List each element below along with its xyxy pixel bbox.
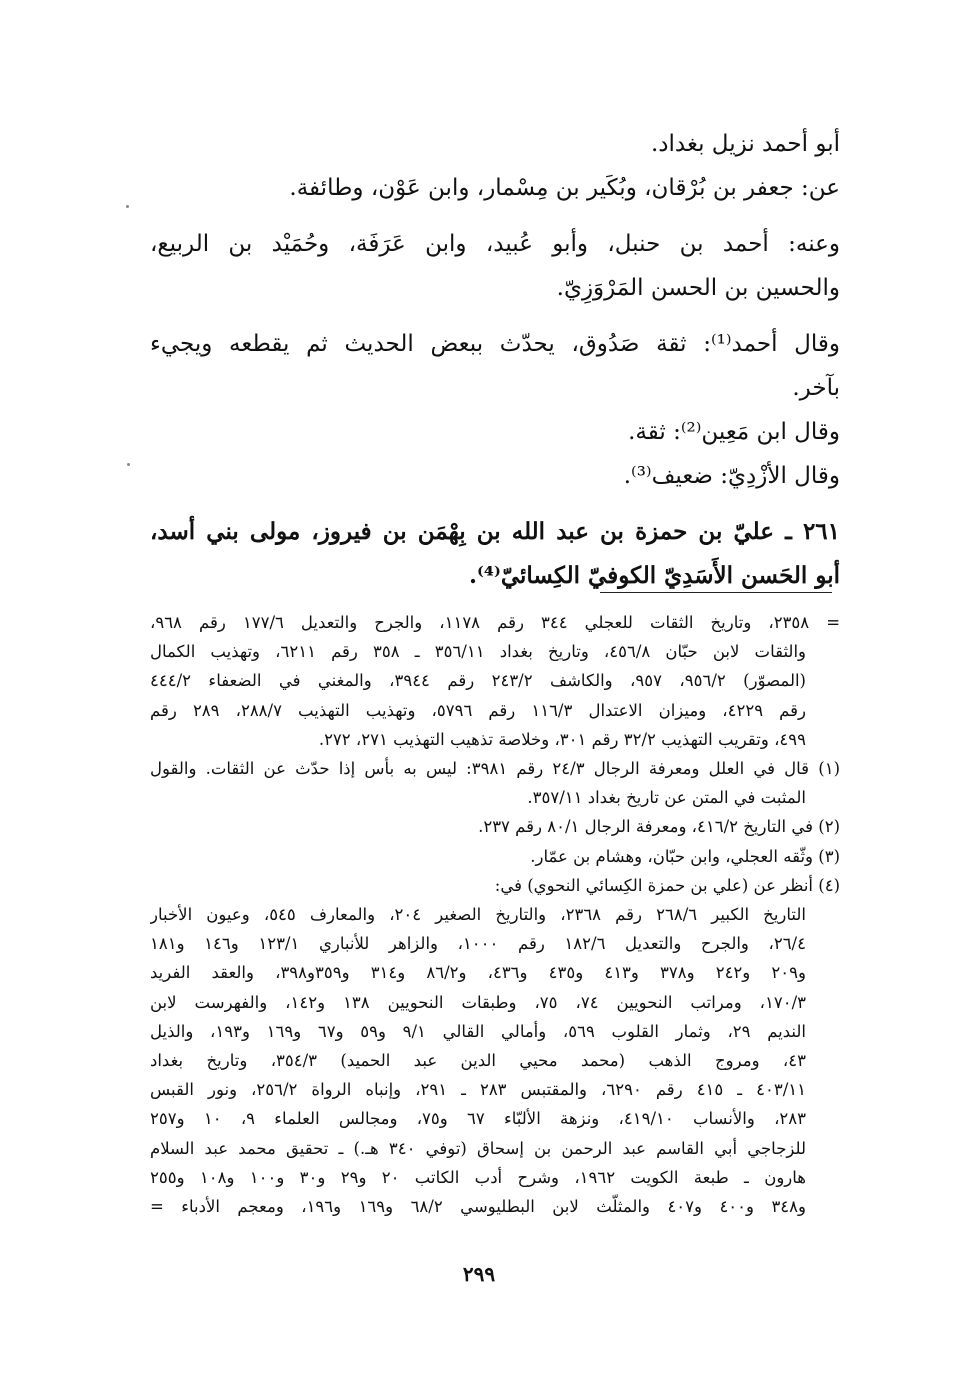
- footnote-line: للزجاجي أبي القاسم عبد الرحمن بن إسحاق (توفي ٣٤٠ هـ.) ـ تحقيق محمد عبد السلام: [150, 1138, 806, 1158]
- footnote-line: (١) قال في العلل ومعرفة الرجال ٢٤/٣ رقم ٣٩٨١: ليس به بأس إذا حدّث عن الثقات. والقول: [150, 759, 840, 779]
- footnote-line: (٢) في التاريخ ٤١٦/٢، ومعرفة الرجال ٨٠/١ رقم ٢٣٧.: [478, 817, 840, 837]
- text-line: وقال أحمد⁽¹⁾: ثقة صَدُوق، يحدّث ببعض الحديث ثم يقطعه ويجيء: [150, 331, 840, 357]
- footnote-line: المثبت في المتن عن تاريخ بغداد ٣٥٧/١١.: [527, 788, 806, 808]
- footnote-line: والثقات لابن حبّان ٤٥٦/٨، وتاريخ بغداد ٣٥٦/١١ ـ ٣٥٨ رقم ٦٢١١، وتهذيب الكمال: [150, 642, 806, 662]
- footnote-line: ٤٠٣/١١ ـ ٤١٥ رقم ٦٢٩٠، والمقتبس ٢٨٣ ـ ٢٩١، وإنباه الرواة ٢٥٦/٢، ونور القبس: [150, 1080, 807, 1100]
- text-line: عن: جعفر بن بُرْقان، وبُكَير بن مِسْمار، وابن عَوْن، وطائفة.: [289, 175, 840, 201]
- footnote-line: هارون ـ طبعة الكويت ١٩٦٢، وشرح أدب الكاتب ٢٠ و٢٩ و٣٠ و١٠٠ و١٠٨ و٢٥٥: [150, 1167, 806, 1187]
- footnote-line: (٤) أنظر عن (علي بن حمزة الكِسائي النحوي) في:: [494, 875, 840, 895]
- footnote-line: التاريخ الكبير ٢٦٨/٦ رقم ٢٣٦٨، والتاريخ الصغير ٢٠٤، والمعارف ٥٤٥، وعيون الأخبار: [150, 905, 807, 925]
- footnotes: [150, 608, 840, 1221]
- text-line: وعنه: أحمد بن حنبل، وأبو عُبيد، وابن عَرَفَة، وحُمَيْد بن الربيع،: [150, 231, 840, 257]
- entry-heading: أبو الحَسن الأَسَدِيّ الكوفيّ الكِسائيّ⁽⁴⁾.: [469, 562, 840, 589]
- footnote-line: (المصوّر) ٩٥٦/٢، ٩٥٧، والكاشف ٢٤٣/٢ رقم ٣٩٤٤، والمغني في الضعفاء ٤٤٤/٢: [150, 671, 806, 691]
- footnote-line: (٣) وثّقه العجلي، وابن حبّان، وهشام بن عمّار.: [530, 846, 840, 866]
- footnote-line: ٤٣، ومروج الذهب (محمد محيي الدين عبد الحميد) ٣٥٤/٣، وتاريخ بغداد: [150, 1051, 806, 1071]
- scan-speck: [126, 205, 129, 208]
- footnote-line: و٣٤٨ و٤٠٠ و٤٠٧ والمثلّث لابن البطليوسي ٦٨/٢ و١٦٩ و١٩٦، ومعجم الأدباء =: [150, 1197, 806, 1217]
- footnote-line: ٢٨٣، والأنساب ٤١٩/١٠، ونزهة الألبّاء ٦٧ و٧٥، ومجالس العلماء ٩، ١٠ و٢٥٧: [150, 1109, 807, 1129]
- scan-speck: [127, 463, 130, 466]
- footnote-line: رقم ٤٢٢٩، وميزان الاعتدال ١١٦/٣ رقم ٥٧٩٦، وتهذيب التهذيب ٢٨٨/٧، ٢٨٩ رقم: [150, 700, 806, 720]
- entry-heading: ٢٦١ ـ عليّ بن حمزة بن عبد الله بن بِهْمَن بن فيروز، مولى بني أسد،: [150, 518, 840, 545]
- footnote-line: = ٢٣٥٨، وتاريخ الثقات للعجلي ٣٤٤ رقم ١١٧٨، والجرح والتعديل ١٧٧/٦ رقم ٩٦٨،: [150, 613, 840, 632]
- footnote-line: ١٧٠/٣، ومراتب النحويين ٧٤، ٧٥، وطبقات النحويين ١٣٨ و١٤٢، والفهرست لابن: [150, 992, 807, 1012]
- text-line: وقال الأزْدِيّ: ضعيف⁽³⁾.: [623, 463, 840, 489]
- footnote-line: و٢٠٩ و٢٤٢ و٣٧٨ و٤١٣ و٤٣٥ و٤٣٦، و٨٦/٢ و٣١٤ و٣٥٩و٣٩٨، والعقد الفريد: [150, 963, 806, 983]
- footnote-line: ٤٩٩، وتقريب التهذيب ٣٢/٢ رقم ٣٠١، وخلاصة تذهيب التهذيب ٢٧١، ٢٧٢.: [318, 729, 806, 749]
- page-number: ٢٩٩: [462, 1262, 496, 1286]
- text-line: بآخر.: [792, 375, 840, 401]
- footnote-separator: [600, 592, 832, 593]
- text-line: أبو أحمد نزيل بغداد.: [650, 131, 840, 157]
- text-line: والحسين بن الحسن المَرْوَزِيّ.: [556, 275, 840, 301]
- footnote-line: ٢٦/٤، والجرح والتعديل ١٨٢/٦ رقم ١٠٠٠، والزاهر للأنباري ١٢٣/١ و١٤٦ و١٨١: [150, 934, 806, 954]
- text-line: وقال ابن مَعِين⁽²⁾: ثقة.: [628, 419, 840, 445]
- main-text: [150, 122, 840, 598]
- footnote-line: النديم ٢٩، وثمار القلوب ٥٦٩، وأمالي القالي ٩/١ و٥٩ و٦٧ و١٦٩ و١٩٣، والذيل: [150, 1021, 807, 1041]
